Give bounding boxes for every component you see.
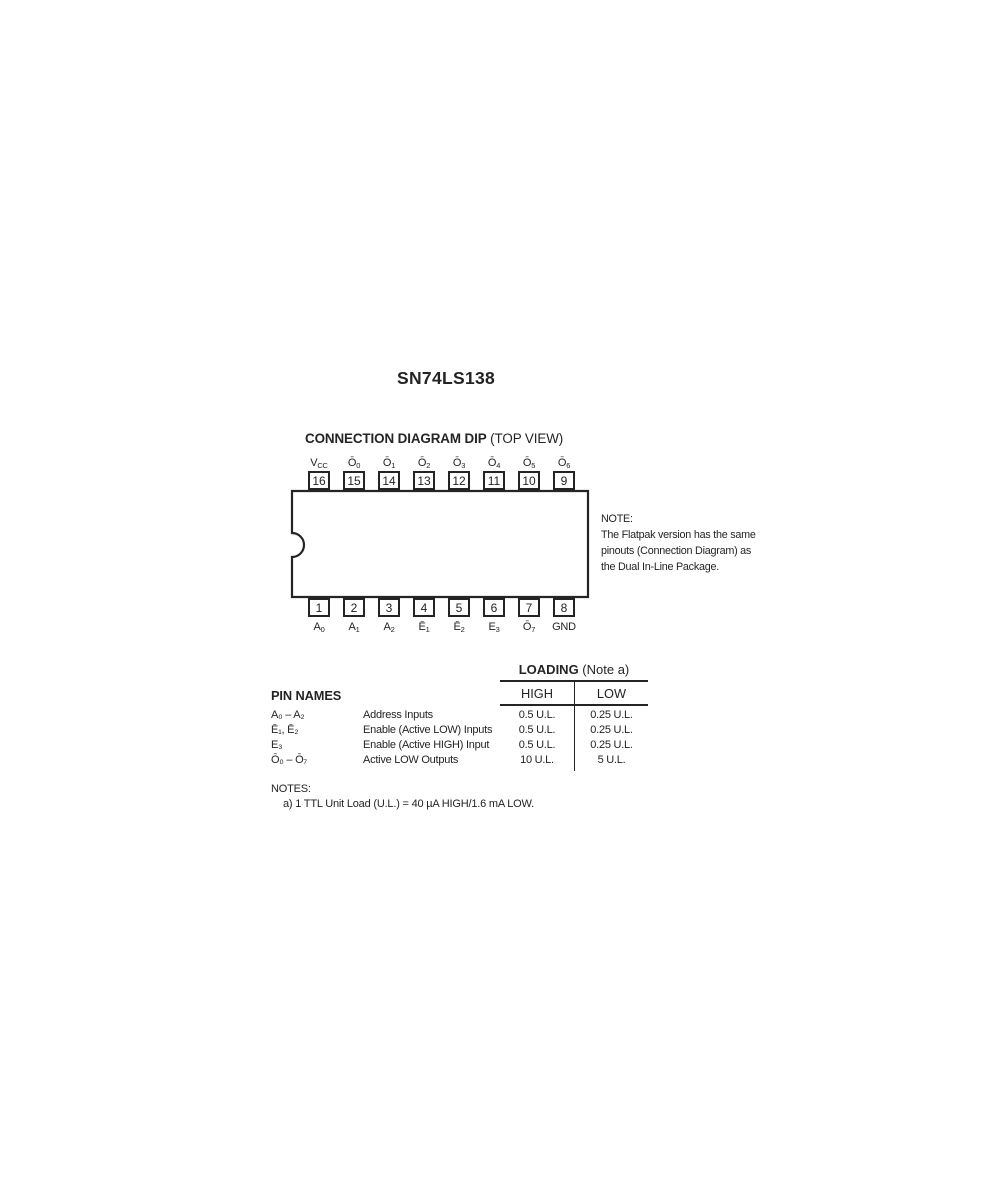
pin-8-label-base: GND xyxy=(552,621,576,633)
pin-9 xyxy=(546,456,582,490)
pin-11-number: 11 xyxy=(487,473,501,488)
section-heading-bold: CONNECTION DIAGRAM DIP xyxy=(305,431,487,446)
pin-5 xyxy=(441,598,477,635)
row-low-value: 5 U.L. xyxy=(597,754,626,766)
pin-6 xyxy=(476,598,512,635)
pin-4-number: 4 xyxy=(420,600,428,615)
flatpak-note xyxy=(601,512,771,576)
row-description: Active LOW Outputs xyxy=(363,754,459,766)
row-pin-name: E₃ xyxy=(271,739,283,751)
pin-7-label-sub: 7 xyxy=(531,625,536,634)
pin-11-box xyxy=(483,471,505,490)
loading-title-note: (Note a) xyxy=(578,662,630,677)
pin-12-label-sub: 3 xyxy=(461,461,466,470)
pin-12-label xyxy=(441,456,477,471)
table-row xyxy=(271,739,651,754)
pin-10 xyxy=(511,456,547,490)
row-description: Enable (Active HIGH) Input xyxy=(363,739,490,751)
pin-16-label-base: V xyxy=(310,457,318,469)
pin-14-label-base: Ō xyxy=(382,457,392,469)
pin-9-number: 9 xyxy=(560,473,568,488)
pin-15-label xyxy=(336,456,372,471)
pin-4-box xyxy=(413,598,435,617)
row-pin-name: A₀ – A₂ xyxy=(271,709,305,721)
pin-10-label-sub: 5 xyxy=(531,461,536,470)
pin-9-label-sub: 6 xyxy=(566,461,571,470)
pin-1-number: 1 xyxy=(315,600,323,615)
row-low-value: 0.25 U.L. xyxy=(590,709,633,721)
pin-4 xyxy=(406,598,442,635)
pin-10-box xyxy=(518,471,540,490)
flatpak-note-title: NOTE: xyxy=(601,513,633,525)
pin-1-label-sub: 0 xyxy=(320,625,325,634)
pin-5-label-base: Ē xyxy=(453,621,461,633)
row-low-value: 0.25 U.L. xyxy=(590,739,633,751)
pin-14-number: 14 xyxy=(382,473,396,488)
page-title: SN74LS138 xyxy=(397,368,496,388)
pin-9-box xyxy=(553,471,575,490)
row-pin-name: Ō₀ – Ō₇ xyxy=(271,754,307,766)
column-header-high: HIGH xyxy=(521,686,553,701)
pin-6-box xyxy=(483,598,505,617)
pin-3-label xyxy=(371,620,407,635)
pin-16 xyxy=(301,456,337,490)
row-description: Enable (Active LOW) Inputs xyxy=(363,724,493,736)
loading-title-bold: LOADING xyxy=(518,662,579,677)
pin-10-label xyxy=(511,456,547,471)
row-high-value: 10 U.L. xyxy=(520,754,554,766)
flatpak-note-line: the Dual In-Line Package. xyxy=(601,560,719,573)
pin-16-label xyxy=(301,456,337,471)
row-high-value: 0.5 U.L. xyxy=(518,739,556,751)
pin-3-label-sub: 2 xyxy=(390,625,395,634)
pin-16-label-sub: CC xyxy=(317,461,328,470)
pin-2-label xyxy=(336,620,372,635)
pin-12 xyxy=(441,456,477,490)
row-high-value: 0.5 U.L. xyxy=(518,724,556,736)
flatpak-note-line: The Flatpak version has the same xyxy=(601,528,756,541)
pin-4-label-sub: 1 xyxy=(425,625,430,634)
pin-1-label-base: A xyxy=(313,621,321,633)
pin-13-number: 13 xyxy=(417,473,431,488)
pin-3 xyxy=(371,598,407,635)
pin-10-number: 10 xyxy=(522,473,536,488)
dip-package-body xyxy=(292,491,588,597)
pin-11-label-base: Ō xyxy=(487,457,497,469)
pin-13-box xyxy=(413,471,435,490)
pin-8-box xyxy=(553,598,575,617)
pin-11-label xyxy=(476,456,512,471)
pin-1 xyxy=(301,598,337,635)
notes-title: NOTES: xyxy=(271,783,311,795)
pin-1-box xyxy=(308,598,330,617)
pin-2-label-base: A xyxy=(348,621,356,633)
pin-4-label xyxy=(406,620,442,635)
pin-7-label-base: Ō xyxy=(522,621,532,633)
pin-14-label xyxy=(371,456,407,471)
pin-7 xyxy=(511,598,547,635)
pin-3-number: 3 xyxy=(385,600,393,615)
pin-7-label xyxy=(511,620,547,635)
pin-8-label xyxy=(546,620,582,635)
pin-15-box xyxy=(343,471,365,490)
section-heading-tail: (TOP VIEW) xyxy=(486,431,564,446)
pin-15 xyxy=(336,456,372,490)
pin-5-box xyxy=(448,598,470,617)
pin-12-label-base: Ō xyxy=(452,457,462,469)
pin-2-number: 2 xyxy=(350,600,358,615)
pin-6-number: 6 xyxy=(490,600,498,615)
table-row xyxy=(271,724,651,739)
row-low-value: 0.25 U.L. xyxy=(590,724,633,736)
pin-3-box xyxy=(378,598,400,617)
pin-11-label-sub: 4 xyxy=(496,461,501,470)
pin-12-number: 12 xyxy=(452,473,466,488)
pin-9-label-base: Ō xyxy=(557,457,567,469)
pin-5-label-sub: 2 xyxy=(460,625,465,634)
pin-4-label-base: Ē xyxy=(418,621,426,633)
pin-7-box xyxy=(518,598,540,617)
pin-2-box xyxy=(343,598,365,617)
pin-14-box xyxy=(378,471,400,490)
notes-item-a: a) 1 TTL Unit Load (U.L.) = 40 µA HIGH/1.6 mA LOW. xyxy=(283,798,534,810)
pin-10-label-base: Ō xyxy=(522,457,532,469)
pin-1-label xyxy=(301,620,337,635)
table-row xyxy=(271,754,651,769)
flatpak-note-line: pinouts (Connection Diagram) as xyxy=(601,544,752,557)
pin-15-label-base: Ō xyxy=(347,457,357,469)
pin-15-number: 15 xyxy=(347,473,361,488)
pin-3-label-base: A xyxy=(383,621,391,633)
pin-16-box xyxy=(308,471,330,490)
row-high-value: 0.5 U.L. xyxy=(518,709,556,721)
dip-package-outline xyxy=(290,489,591,599)
pin-13-label-sub: 2 xyxy=(426,461,431,470)
pin-9-label xyxy=(546,456,582,471)
loading-table-title xyxy=(500,662,648,677)
row-description: Address Inputs xyxy=(363,709,433,721)
section-heading xyxy=(305,431,563,446)
pin-8-number: 8 xyxy=(560,600,568,615)
pin-15-label-sub: 0 xyxy=(356,461,361,470)
pin-14-label-sub: 1 xyxy=(391,461,396,470)
pin-13 xyxy=(406,456,442,490)
pin-14 xyxy=(371,456,407,490)
pin-6-label-sub: 3 xyxy=(495,625,500,634)
pin-13-label xyxy=(406,456,442,471)
pin-6-label-base: E xyxy=(488,621,496,633)
pin-7-number: 7 xyxy=(525,600,533,615)
pin-6-label xyxy=(476,620,512,635)
pin-13-label-base: Ō xyxy=(417,457,427,469)
pin-2-label-sub: 1 xyxy=(355,625,360,634)
pin-16-number: 16 xyxy=(312,473,326,488)
pin-names-header: PIN NAMES xyxy=(271,688,342,703)
column-header-low: LOW xyxy=(596,686,627,701)
pin-12-box xyxy=(448,471,470,490)
pin-5-number: 5 xyxy=(455,600,463,615)
pin-11 xyxy=(476,456,512,490)
pin-5-label xyxy=(441,620,477,635)
row-pin-name: Ē₁, Ē₂ xyxy=(271,724,299,736)
table-row xyxy=(271,709,651,724)
pin-2 xyxy=(336,598,372,635)
pin-8 xyxy=(546,598,582,635)
